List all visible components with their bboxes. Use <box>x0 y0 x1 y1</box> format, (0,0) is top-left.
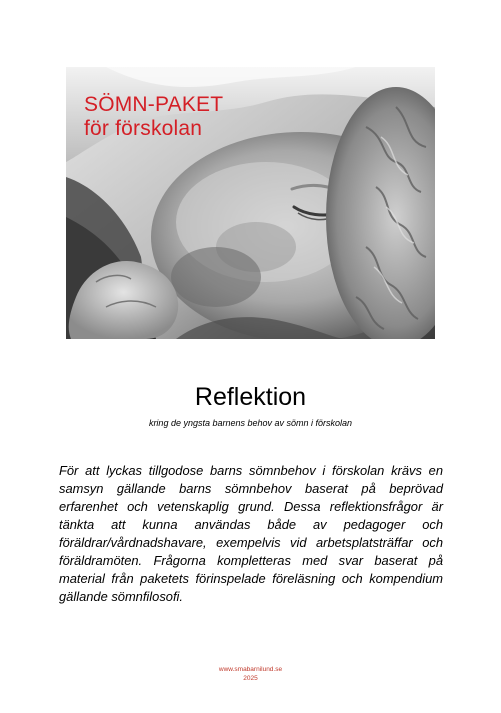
cover-title-line2: för förskolan <box>84 117 203 140</box>
cover-photo <box>66 67 435 339</box>
footer-year: 2025 <box>243 675 258 682</box>
cover-title-line1: SÖMN-PAKET <box>84 93 224 116</box>
footer <box>0 665 501 683</box>
page-title: Reflektion <box>194 383 307 411</box>
page-subtitle: kring de yngsta barnens behov av sömn i förskolan <box>148 418 353 428</box>
intro-paragraph: För att lyckas tillgodose barns sömnbehov i förskolan krävs en samsyn gällande barns sömnbehov baserat på beprövad erfarenhet och vetenskaplig grund. Dessa reflektionsfrågor är tänkta att kunna användas både av pedagoger och föräldrar/vårdnadshavare, exempelvis vid arbetsplatsträffar och föräldramöten. Frågorna kompletteras med svar baserat på material från paketets förinspelade föreläsning och kompendium gällande sömnfilosofi. <box>59 463 443 604</box>
cover-title <box>84 93 223 141</box>
footer-url[interactable]: www.smabarnilund.se <box>218 666 283 673</box>
